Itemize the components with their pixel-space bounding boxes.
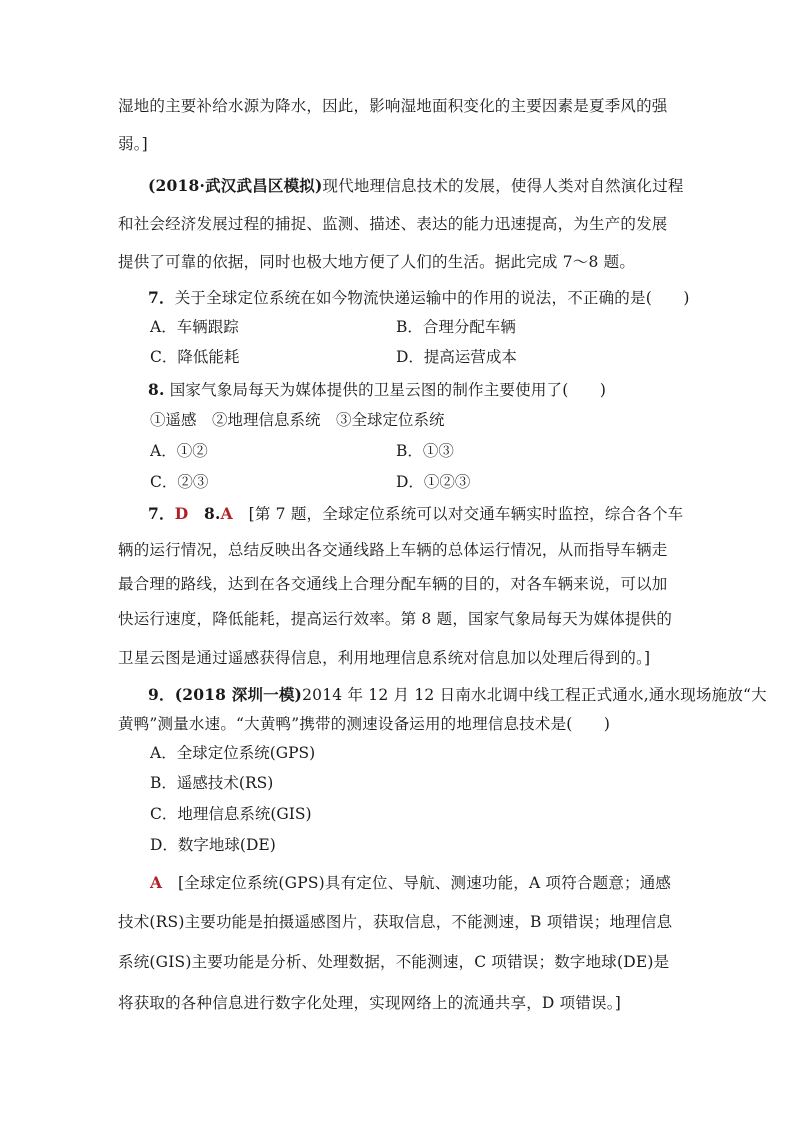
q8-option-c: C．②③ (150, 473, 209, 491)
q9-option-d: D．数字地球(DE) (150, 836, 276, 854)
q8-option-d: D．①②③ (396, 473, 471, 491)
question-8-number: 8. (148, 380, 165, 399)
q9-option-c: C．地理信息系统(GIS) (150, 805, 312, 823)
q9-option-b: B．遥感技术(RS) (150, 774, 274, 792)
passage-line-1-text: 现代地理信息技术的发展，使得人类对自然演化过程 (322, 177, 684, 195)
answer-9-line-3: 系统(GIS)主要功能是分析、处理数据，不能测速，C 项错误；数字地球(DE)是 (118, 953, 670, 971)
answer-7-8-line-1 (148, 504, 683, 524)
q8-option-b: B．①③ (396, 442, 454, 460)
answer-7-8-text-1: [第 7 题，全球定位系统可以对交通车辆实时监控，综合各个车 (248, 505, 684, 523)
intro-line-1: 湿地的主要补给水源为降水，因此，影响湿地面积变化的主要因素是夏季风的强 (118, 97, 668, 115)
intro-line-2: 弱。] (118, 135, 148, 153)
answer-7-8-line-2: 辆的运行情况，总结反映出各交通线路上车辆的总体运行情况，从而指导车辆走 (118, 541, 668, 559)
answer-9-line-2: 技术(RS)主要功能是拍摄遥感图片，获取信息，不能测速，B 项错误；地理信息 (118, 913, 673, 931)
answer-8-number: 8. (204, 504, 221, 523)
question-9-line-1 (148, 685, 767, 705)
question-9-source: (2018 深圳一模) (174, 685, 303, 704)
question-7-number: 7． (148, 288, 175, 307)
answer-7-number: 7． (148, 504, 175, 523)
q7-option-b: B．合理分配车辆 (396, 318, 516, 336)
question-8 (148, 380, 606, 400)
answer-8-letter: A (220, 504, 233, 523)
passage-line-3: 提供了可靠的依据，同时也极大地方便了人们的生活。据此完成 7～8 题。 (118, 253, 636, 271)
passage-source: (2018·武汉武昌区模拟) (148, 176, 323, 195)
answer-7-letter: D (174, 504, 189, 523)
q8-option-a: A．①② (150, 442, 208, 460)
question-9-number: 9． (148, 685, 175, 704)
question-7-stem: 关于全球定位系统在如今物流快递运输中的作用的说法，不正确的是( ) (174, 289, 690, 307)
passage-line-1 (148, 176, 684, 196)
answer-7-8-line-5: 卫星云图是通过遥感获得信息，利用地理信息系统对信息加以处理后得到的。] (118, 649, 651, 667)
answer-9-line-4: 将获取的各种信息进行数字化处理，实现网络上的流通共享，D 项错误。] (118, 994, 621, 1012)
question-7 (148, 288, 690, 308)
answer-7-8-line-3: 最合理的路线，达到在各交通线上合理分配车辆的目的，对各车辆来说，可以加 (118, 575, 668, 593)
answer-7-8-line-4: 快运行速度，降低能耗，提高运行效率。第 8 题，国家气象局每天为媒体提供的 (118, 610, 673, 628)
question-8-stem: 国家气象局每天为媒体提供的卫星云图的制作主要使用了( ) (169, 381, 607, 399)
q7-option-a: A．车辆跟踪 (150, 318, 239, 336)
q9-option-a: A．全球定位系统(GPS) (150, 744, 316, 762)
answer-9-letter: A (150, 873, 163, 892)
answer-9-line-1 (150, 873, 671, 893)
passage-line-2: 和社会经济发展过程的捕捉、监测、描述、表达的能力迅速提高，为生产的发展 (118, 215, 668, 233)
q7-option-d: D．提高运营成本 (396, 348, 517, 366)
q7-option-c: C．降低能耗 (150, 348, 240, 366)
question-9-stem-1: 2014 年 12 月 12 日南水北调中线工程正式通水,通水现场施放“大 (302, 686, 767, 704)
question-9-line-2: 黄鸭”测量水速。“大黄鸭”携带的测速设备运用的地理信息技术是( ) (118, 715, 611, 733)
q8-items: ①遥感 ②地理信息系统 ③全球定位系统 (150, 411, 445, 429)
answer-9-text-1: [全球定位系统(GPS)具有定位、导航、测速功能，A 项符合题意；通感 (177, 874, 672, 892)
